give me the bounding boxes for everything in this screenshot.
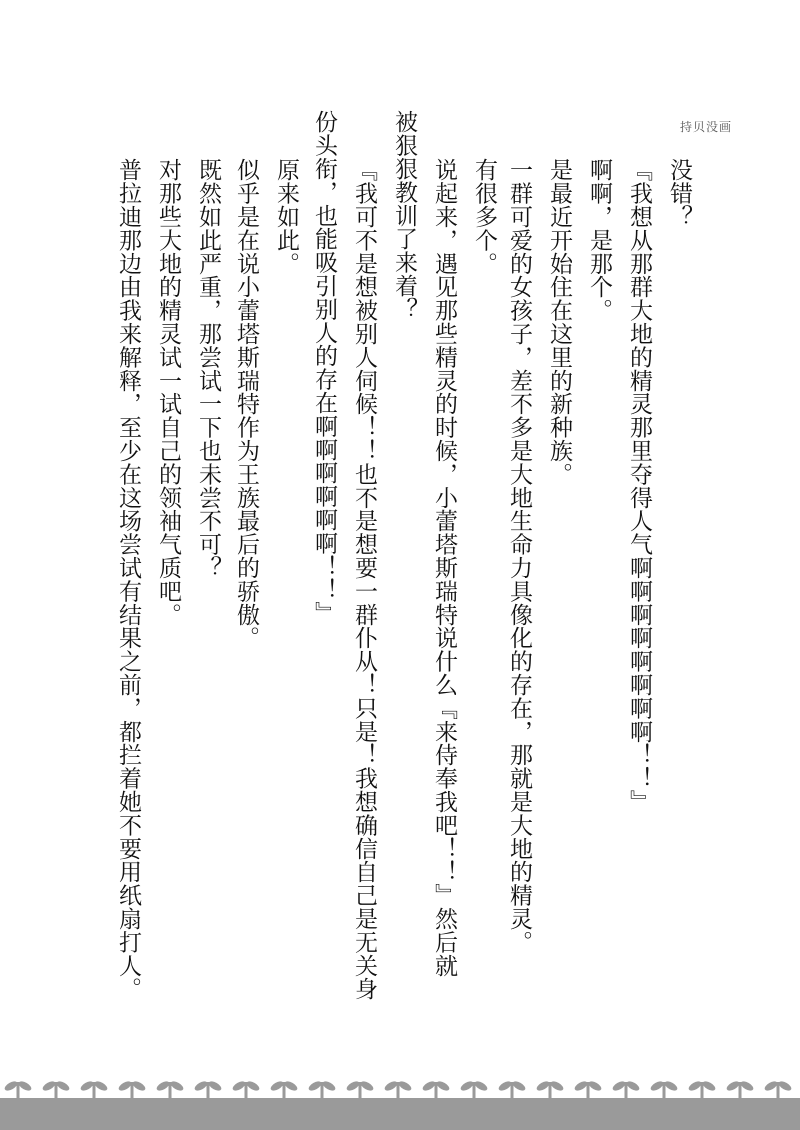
sprout-icon bbox=[497, 1079, 527, 1100]
footer-sprout-border bbox=[0, 1070, 800, 1130]
sprout-icon bbox=[763, 1079, 793, 1100]
sprout-icon bbox=[3, 1079, 33, 1100]
text-line-9: 『我可不是想被别人伺候！！也不是想要一群仆从！只是！我想确信自己是无关身 bbox=[351, 158, 377, 1001]
sprout-icon bbox=[117, 1079, 147, 1100]
text-line-15: 普拉迪那边由我来解释，至少在这场尝试有结果之前，都拦着她不要用纸扇打人。 bbox=[115, 158, 141, 1001]
sprout-icon bbox=[383, 1079, 413, 1100]
text-line-4: 是最近开始住在这里的新种族。 bbox=[546, 158, 572, 486]
sprout-icon bbox=[573, 1079, 603, 1100]
sprout-icon bbox=[725, 1079, 755, 1100]
sprout-icon bbox=[269, 1079, 299, 1100]
text-line-8: 被狠狠教训了来着？ bbox=[391, 110, 417, 321]
sprout-icon bbox=[611, 1079, 641, 1100]
text-line-13: 既然如此严重，那尝试一下也未尝不可？ bbox=[195, 158, 221, 580]
sprout-icon bbox=[459, 1079, 489, 1100]
sprout-icon bbox=[421, 1079, 451, 1100]
text-line-6: 有很多个。 bbox=[471, 158, 497, 275]
sprout-icon bbox=[231, 1079, 261, 1100]
text-line-5: 一群可爱的女孩子，差不多是大地生命力具像化的存在，那就是大地的精灵。 bbox=[506, 158, 532, 954]
sprout-icon bbox=[155, 1079, 185, 1100]
sprout-border-icon bbox=[0, 1070, 800, 1130]
sprout-icon bbox=[41, 1079, 71, 1100]
text-line-7: 说起来，遇见那些精灵的时候，小蕾塔斯瑞特说什么『来侍奉我吧！！』然后就 bbox=[431, 158, 457, 977]
sprout-icon bbox=[307, 1079, 337, 1100]
text-line-1: 没错？ bbox=[666, 158, 692, 229]
text-line-11: 原来如此。 bbox=[273, 158, 299, 275]
sprout-icon bbox=[649, 1079, 679, 1100]
header-watermark: 持贝没画 bbox=[679, 120, 732, 134]
text-line-12: 似乎是在说小蕾塔斯瑞特作为王族最后的骄傲。 bbox=[233, 158, 259, 650]
text-line-3: 啊啊，是那个。 bbox=[586, 158, 612, 322]
sprout-icon bbox=[535, 1079, 565, 1100]
text-line-10: 份头衔，也能吸引别人的存在啊啊啊啊啊啊！！』 bbox=[311, 110, 337, 625]
sprout-icon bbox=[79, 1079, 109, 1100]
sprout-icon bbox=[193, 1079, 223, 1100]
sprout-icon bbox=[687, 1079, 717, 1100]
sprout-icon bbox=[345, 1079, 375, 1100]
text-line-14: 对那些大地的精灵试一试自己的领袖气质吧。 bbox=[155, 158, 181, 626]
text-line-2: 『我想从那群大地的精灵那里夺得人气啊啊啊啊啊啊啊啊！！』 bbox=[626, 158, 652, 814]
